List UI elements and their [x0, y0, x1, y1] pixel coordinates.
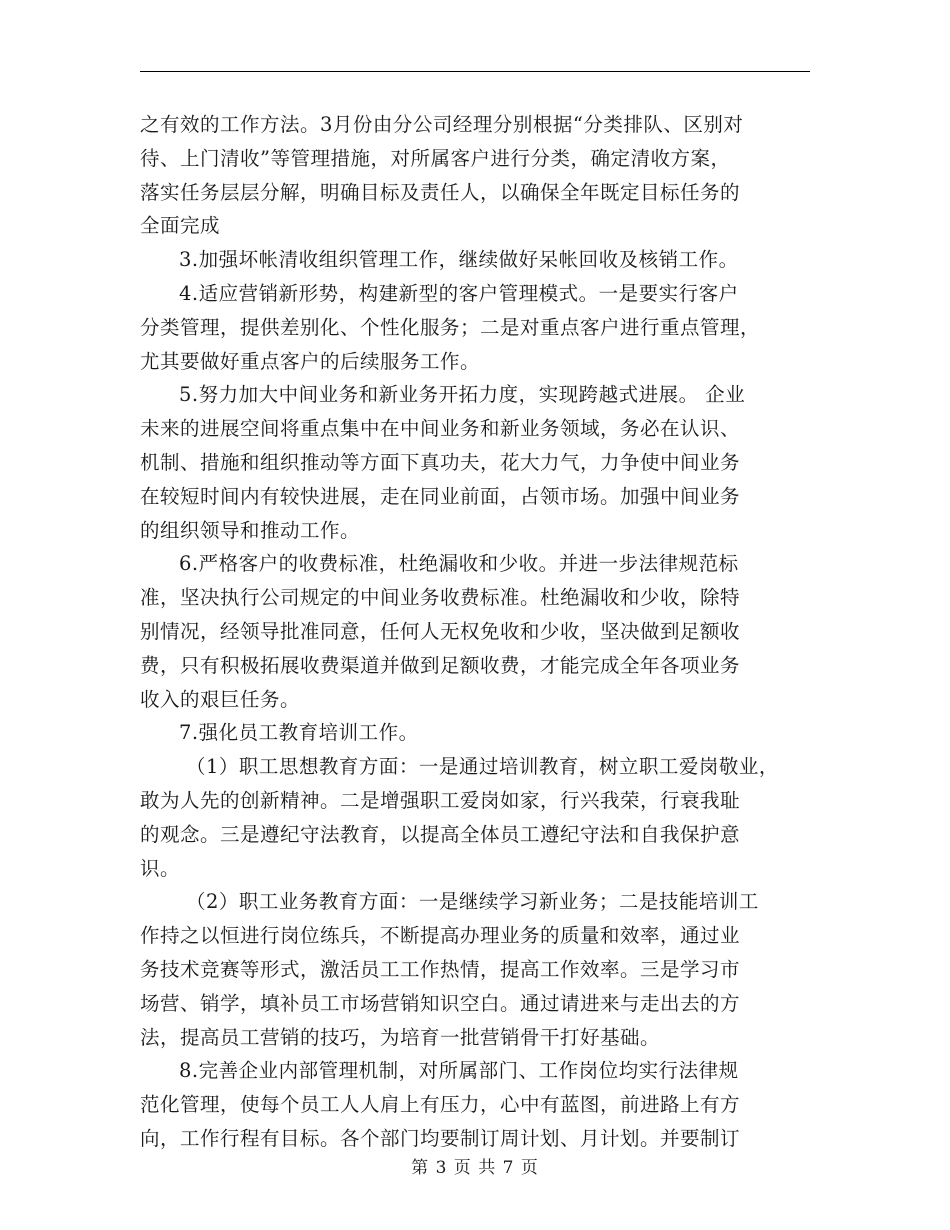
- text-line: 的组织领导和推动工作。: [140, 518, 361, 542]
- text-line: 费，只有积极拓展收费渠道并做到足额收费，才能完成全年各项业务: [140, 653, 741, 677]
- text-line: 未来的进展空间将重点集中在中间业务和新业务领域，务必在认识、: [140, 417, 741, 441]
- paragraph-8: [140, 885, 812, 1054]
- text-line: 8.完善企业内部管理机制，对所属部门、工作岗位均实行法律规: [179, 1059, 739, 1083]
- text-line: 分类管理，提供差别化、个性化服务；二是对重点客户进行重点管理，: [140, 315, 761, 339]
- paragraph-9: [140, 1054, 812, 1155]
- text-line: 4.适应营销新形势，构建新型的客户管理模式。一是要实行客户: [179, 281, 739, 305]
- text-line: 作持之以恒进行岗位练兵，不断提高办理业务的质量和效率，通过业: [140, 924, 741, 948]
- text-line: 尤其要做好重点客户的后续服务工作。: [140, 349, 481, 373]
- text-line: （1）职工思想教育方面：一是通过培训教育，树立职工爱岗敬业，: [186, 755, 779, 779]
- text-line: 6.严格客户的收费标准，杜绝漏收和少收。并进一步法律规范标: [179, 552, 739, 576]
- text-line: 落实任务层层分解，明确目标及责任人，以确保全年既定目标任务的: [140, 180, 741, 204]
- text-line: 全面完成: [140, 214, 221, 238]
- text-line: 7.强化员工教育培训工作。: [179, 721, 419, 745]
- paragraph-7: [140, 750, 812, 885]
- text-line: 的观念。三是遵纪守法教育，以提高全体员工遵纪守法和自我保护意: [140, 822, 741, 846]
- paragraph-3: [140, 277, 812, 378]
- text-line: 范化管理，使每个员工人人肩上有压力，心中有蓝图，前进路上有方: [140, 1093, 741, 1117]
- text-line: 法，提高员工营销的技巧，为培育一批营销骨干打好基础。: [140, 1025, 661, 1049]
- text-line: 机制、措施和组织推动等方面下真功夫，花大力气，力争使中间业务: [140, 450, 741, 474]
- text-line: 务技术竞赛等形式，激活员工工作热情，提高工作效率。三是学习市: [140, 957, 741, 981]
- page-number: 第 3 页 共 7 页: [411, 1158, 539, 1178]
- text-line: 待、上门清收”等管理措施，对所属客户进行分类，确定清收方案，: [140, 146, 731, 170]
- text-line: 5.努力加大中间业务和新业务开拓力度，实现跨越式进展。 企业: [179, 383, 746, 407]
- text-line: 收入的艰巨任务。: [140, 687, 301, 711]
- page-footer: [0, 1153, 950, 1178]
- header-rule: [140, 71, 810, 72]
- text-line: 3.加强坏帐清收组织管理工作，继续做好呆帐回收及核销工作。: [179, 248, 739, 272]
- paragraph-4: [140, 378, 812, 547]
- text-line: 敢为人先的创新精神。二是增强职工爱岗如家，行兴我荣，行衰我耻: [140, 788, 741, 812]
- paragraph-2: [140, 243, 812, 277]
- text-line: 识。: [140, 856, 181, 880]
- text-line: 别情况，经领导批准同意，任何人无权免收和少收，坚决做到足额收: [140, 619, 741, 643]
- paragraph-1: [140, 108, 812, 243]
- text-line: （2）职工业务教育方面：一是继续学习新业务；二是技能培训工: [186, 890, 759, 914]
- text-line: 场营、销学，填补员工市场营销知识空白。通过请进来与走出去的方: [140, 991, 741, 1015]
- text-line: 准，坚决执行公司规定的中间业务收费标准。杜绝漏收和少收，除特: [140, 586, 741, 610]
- paragraph-6: [140, 716, 812, 750]
- text-line: 在较短时间内有较快进展，走在同业前面，占领市场。加强中间业务: [140, 484, 741, 508]
- text-line: 向，工作行程有目标。各个部门均要制订周计划、月计划。并要制订: [140, 1126, 741, 1150]
- paragraph-5: [140, 547, 812, 716]
- document-body: [140, 108, 812, 1156]
- text-line: 之有效的工作方法。3月份由分公司经理分别根据“分类排队、区别对: [140, 113, 744, 136]
